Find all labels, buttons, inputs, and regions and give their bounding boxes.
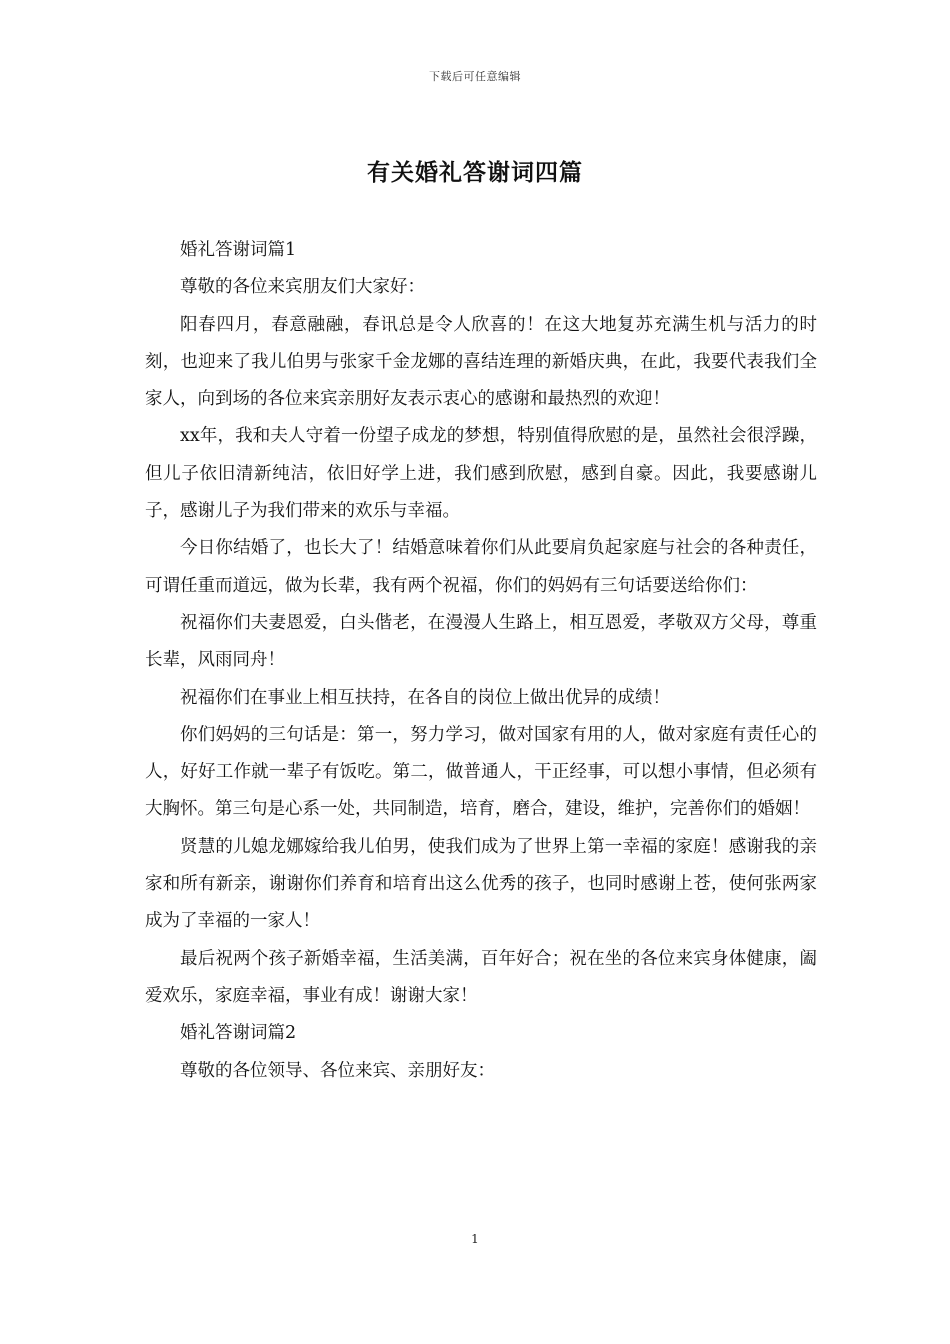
page-number: 1 <box>471 1232 479 1246</box>
paragraph: 今日你结婚了，也长大了！结婚意味着你们从此要肩负起家庭与社会的各种责任，可谓任重而道远，做为长辈，我有两个祝福，你们的妈妈有三句话要送给你们： <box>145 538 817 596</box>
paragraph: xx年，我和夫人守着一份望子成龙的梦想，特别值得欣慰的是，虽然社会很浮躁，但儿子依旧清新纯洁，依旧好学上进，我们感到欣慰，感到自豪。因此，我要感谢儿子，感谢儿子为我们带来的欢乐与幸福。 <box>145 426 817 522</box>
paragraph: 祝福你们夫妻恩爱，白头偕老，在漫漫人生路上，相互恩爱，孝敬双方父母，尊重长辈，风雨同舟！ <box>145 612 817 671</box>
salutation: 尊敬的各位来宾朋友们大家好： <box>180 277 425 298</box>
paragraph: 最后祝两个孩子新婚幸福，生活美满，百年好合；祝在坐的各位来宾身体健康，阖爱欢乐，家庭幸福，事业有成！谢谢大家！ <box>145 948 817 1006</box>
header-note: 下载后可任意编辑 <box>429 70 521 83</box>
document-body <box>145 232 817 1090</box>
paragraph: 祝福你们在事业上相互扶持，在各自的岗位上做出优异的成绩！ <box>180 687 670 708</box>
paragraph: 贤慧的儿媳龙娜嫁给我儿伯男，使我们成为了世界上第一幸福的家庭！感谢我的亲家和所有新亲，谢谢你们养育和培育出这么优秀的孩子，也同时感谢上苍，使何张两家成为了幸福的一家人！ <box>145 836 817 932</box>
paragraph: 阳春四月，春意融融，春讯总是令人欣喜的！在这大地复苏充满生机与活力的时刻，也迎来了我儿伯男与张家千金龙娜的喜结连理的新婚庆典，在此，我要代表我们全家人，向到场的各位来宾亲朋好友表示衷心的感谢和最热烈的欢迎！ <box>145 314 817 410</box>
section-heading: 婚礼答谢词篇1 <box>180 240 297 260</box>
section-heading: 婚礼答谢词篇2 <box>180 1023 297 1044</box>
paragraph: 你们妈妈的三句话是：第一，努力学习，做对国家有用的人，做对家庭有责任心的人，好好工作就一辈子有饭吃。第二，做普通人，干正经事，可以想小事情，但必须有大胸怀。第三句是心系一处，共同制造，培育，磨合，建设，维护，完善你们的婚姻！ <box>145 724 817 820</box>
salutation: 尊敬的各位领导、各位来宾、亲朋好友： <box>180 1060 495 1081</box>
document-title: 有关婚礼答谢词四篇 <box>367 159 583 186</box>
